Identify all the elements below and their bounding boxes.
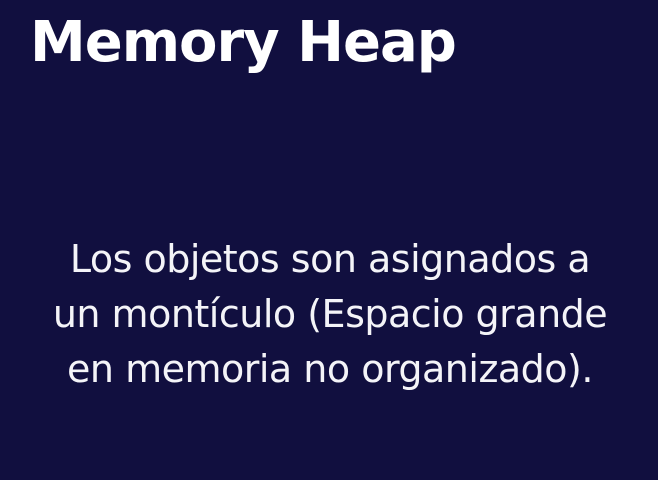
body-line-3: en memoria no organizado). bbox=[67, 347, 593, 391]
body-line-2: un montículo (Espacio grande bbox=[52, 292, 608, 336]
slide-body bbox=[14, 232, 646, 397]
slide-title: Memory Heap bbox=[30, 10, 456, 75]
body-line-1: Los objetos son asignados a bbox=[69, 237, 591, 281]
